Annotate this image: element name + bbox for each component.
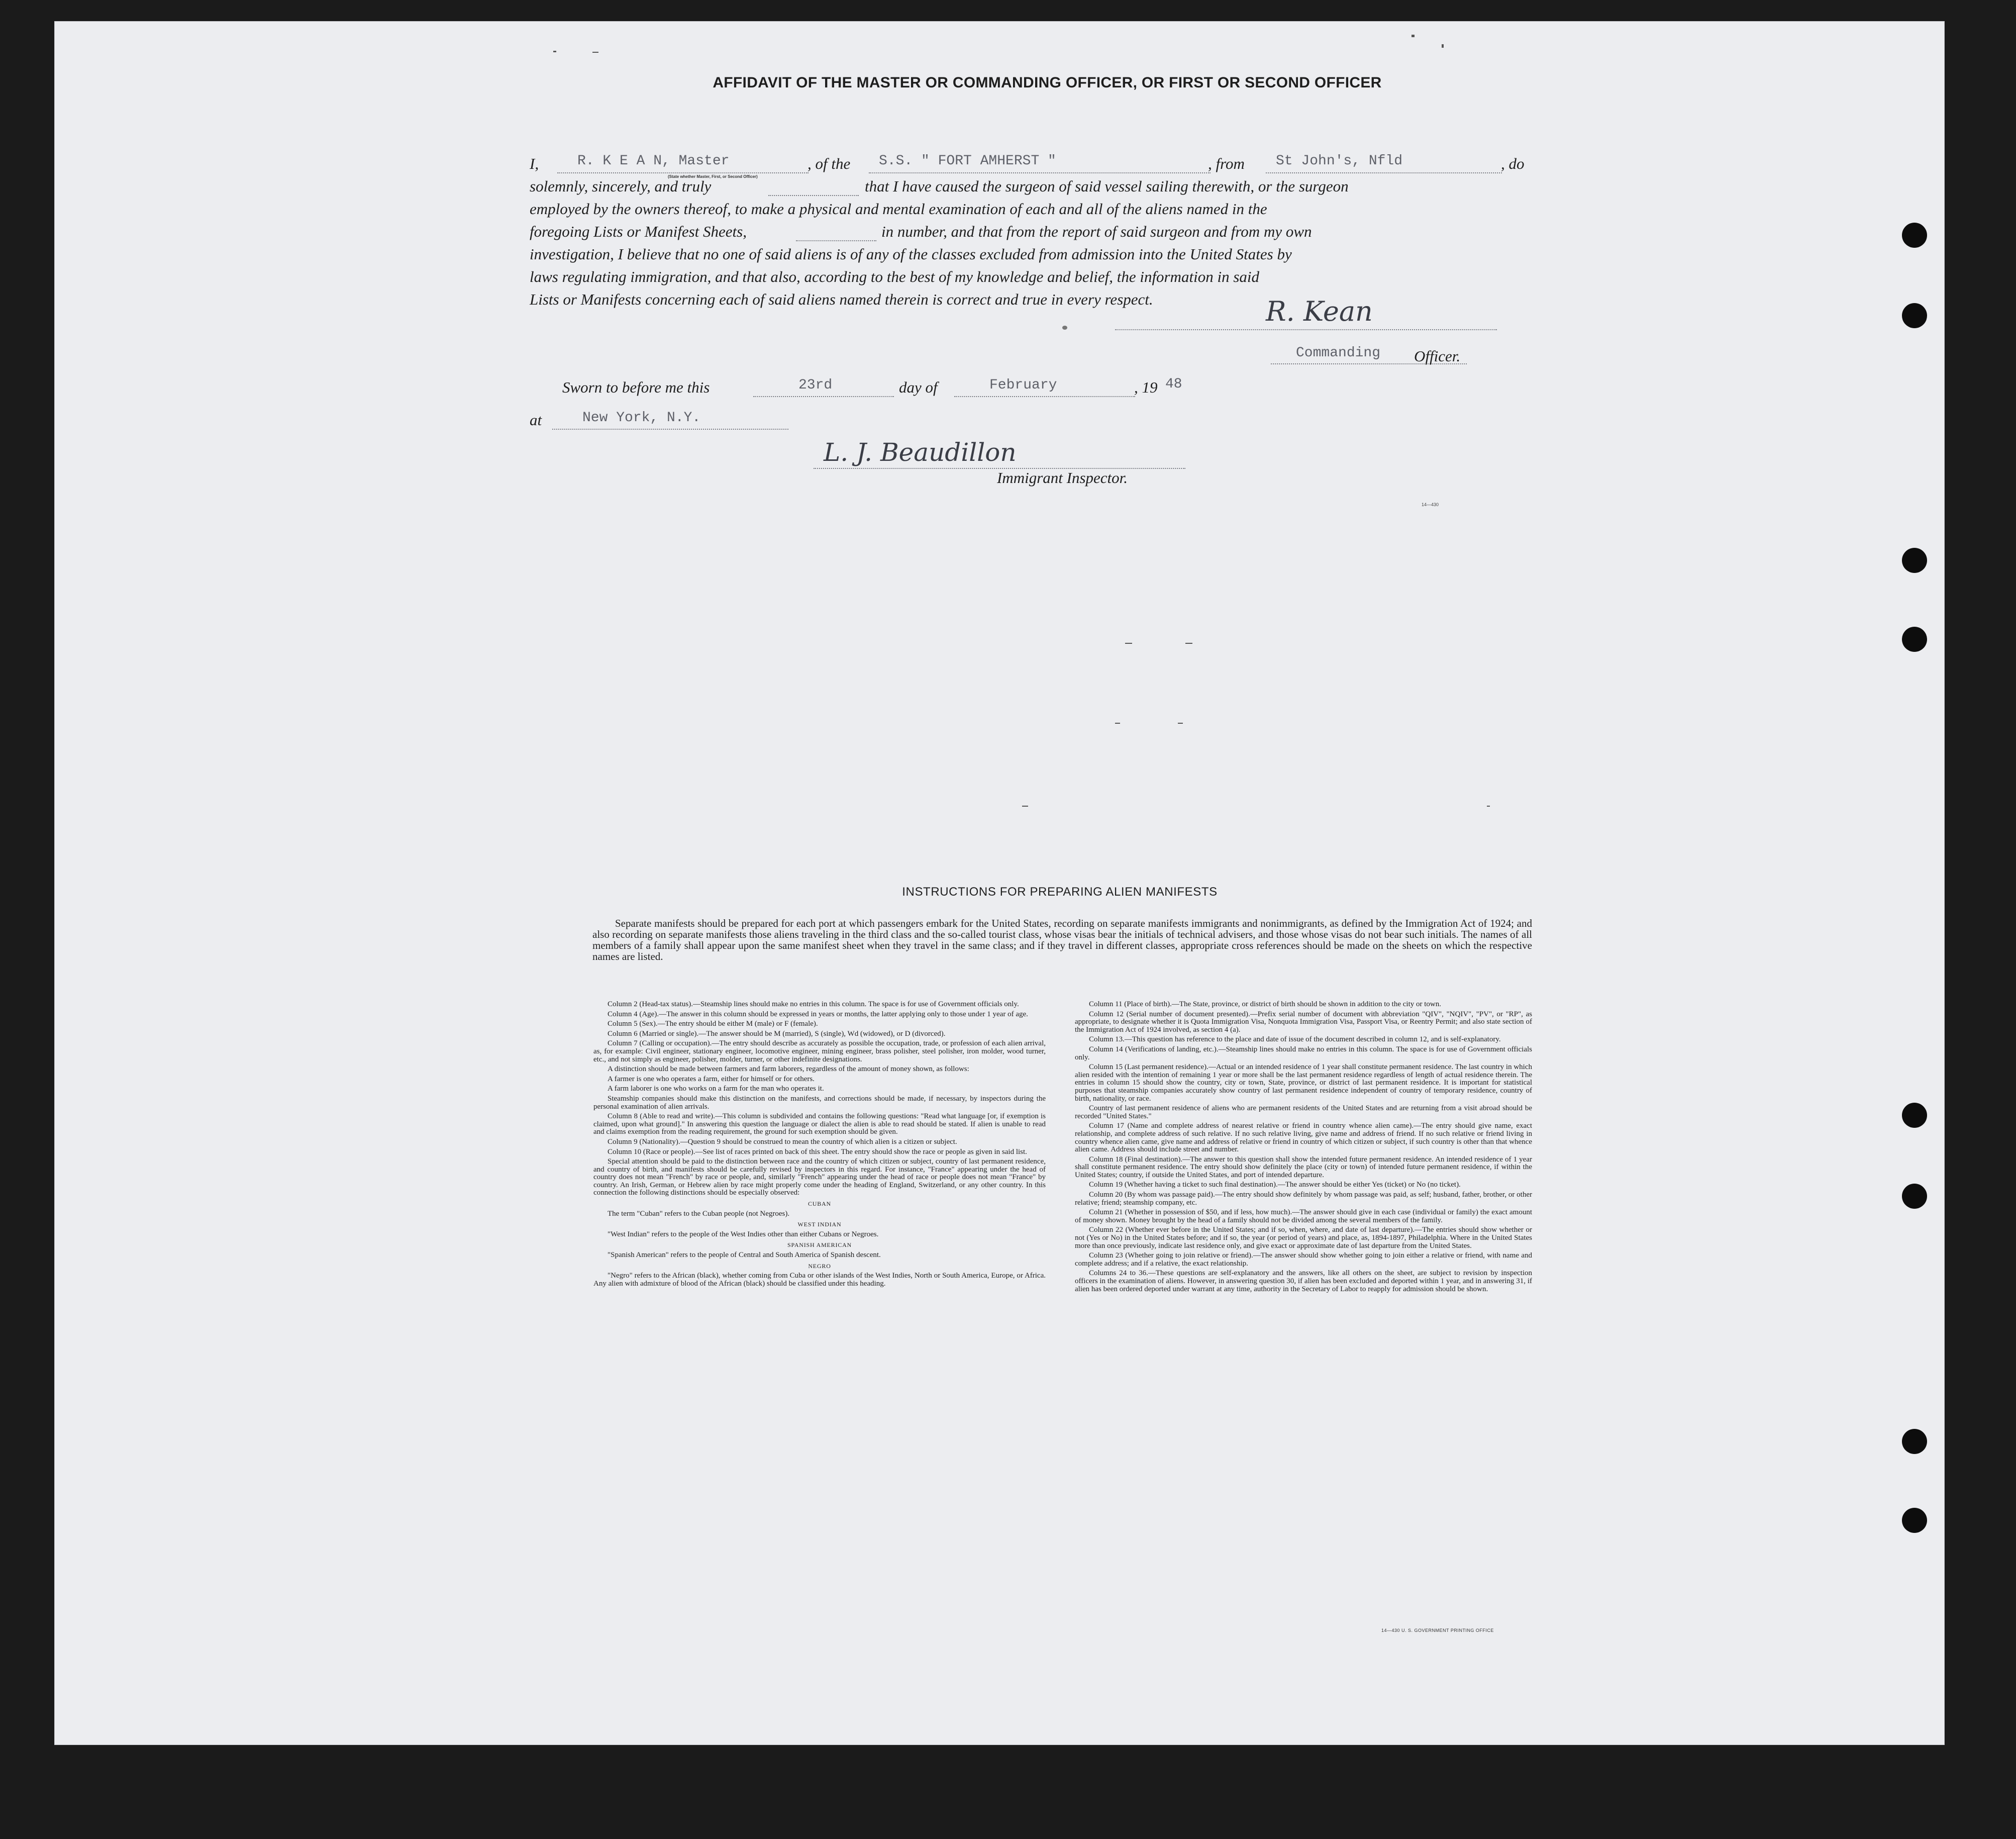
affidavit-line-4a: foregoing Lists or Manifest Sheets, bbox=[530, 223, 747, 240]
officer-title-value: Commanding bbox=[1296, 345, 1381, 361]
instruction-country-residence: Country of last permanent residence of aliens who are permanent residents of the United States and are returning from a visit abroad should be recorded "United States." bbox=[1075, 1104, 1532, 1120]
sworn-month-value: February bbox=[989, 377, 1057, 393]
officer-name-value: R. K E A N, Master bbox=[577, 153, 730, 169]
instruction-col12: Column 12 (Serial number of document presented).—Prefix serial number of document with abbreviation "QIV", "NQIV", "PV", or "RP", as appropriate, to designate whether it is Quota Immigration Visa, Nonquota Immigration Visa, Passport Visa, or Reentry Permit; and also state section of the Immigration Act of 1924 involved, as section 4 (a). bbox=[1075, 1010, 1532, 1034]
instructions-left-column bbox=[593, 1001, 1046, 1290]
instruction-col23: Column 23 (Whether going to join relative or friend).—The answer should show whether going to join either a relative or friend, with name and complete address; and if a relative, the exact relationship. bbox=[1075, 1251, 1532, 1268]
instruction-farm-laborer: A farm laborer is one who works on a farm for the man who operates it. bbox=[608, 1085, 824, 1093]
speck bbox=[1442, 44, 1444, 48]
instruction-farmer-distinction: A distinction should be made between farmers and farm laborers, regardless of the amount of money shown, as follows: bbox=[608, 1065, 969, 1074]
ship-blank bbox=[869, 172, 1211, 173]
speck bbox=[1178, 723, 1183, 724]
instruction-col17: Column 17 (Name and complete address of nearest relative or friend in country whence alien came).—The entry should give name, exact relationship, and complete address of such relative. If no such relative living, give name and address of friend. If no such relative or friend living in country whence alien came, give name and address of relative or friend in country of which citizen or subject, if such country is other than that whence alien came. Address should include street and number. bbox=[1075, 1122, 1532, 1154]
affidavit-line-7: Lists or Manifests concerning each of said aliens named therein is correct and true in every respect. bbox=[530, 291, 1153, 308]
speck bbox=[553, 51, 556, 52]
instruction-col24-36: Columns 24 to 36.—These questions are self-explanatory and the answers, like all others on the sheet, are subject to revision by inspection officers in the examination of aliens. However, in answering question 30, if alien has been excluded and deported within 1 year, and in answering 31, if alien has been ordered deported under warrant at any time, authority in the Secretary of Labor to reapply for admission should be shown. bbox=[1075, 1269, 1532, 1293]
affidavit-line-5: investigation, I believe that no one of said aliens is of any of the classes excluded from admission into the United States by bbox=[530, 245, 1292, 263]
speck bbox=[1185, 643, 1192, 644]
speck bbox=[1125, 643, 1132, 644]
punch-hole bbox=[1902, 548, 1927, 573]
year-prefix: , 19 bbox=[1134, 378, 1158, 396]
punch-hole bbox=[1902, 223, 1927, 248]
speck bbox=[1115, 723, 1120, 724]
punch-hole bbox=[1902, 1508, 1927, 1533]
instruction-col2: Column 2 (Head-tax status).—Steamship lines should make no entries in this column. The space is for use of Government officials only. bbox=[608, 1000, 1019, 1008]
instruction-steamship: Steamship companies should make this distinction on the manifests, and corrections should be made, if necessary, by inspectors during the personal examination of alien arrivals. bbox=[593, 1094, 1046, 1111]
count-blank bbox=[796, 240, 876, 241]
category-negro-text: "Negro" refers to the African (black), whether coming from Cuba or other islands of the West Indies, North or South America, Europe, or Africa. Any alien with admixture of blood of the African (black) should be classified under this heading. bbox=[593, 1272, 1046, 1288]
inspector-signature: L. J. Beaudillon bbox=[824, 438, 1017, 467]
speck bbox=[1022, 806, 1028, 807]
day-blank bbox=[753, 396, 894, 397]
affidavit-i: I, bbox=[530, 155, 539, 172]
instruction-farmer: A farmer is one who operates a farm, either for himself or for others. bbox=[608, 1075, 815, 1083]
instruction-col13: Column 13.—This question has reference to the place and date of issue of the document described in column 12, and is self-explanatory. bbox=[1089, 1035, 1501, 1044]
sworn-day-value: 23rd bbox=[798, 377, 833, 393]
affidavit-note: (State whether Master, First, or Second Officer) bbox=[668, 174, 758, 179]
officer-suffix: Officer. bbox=[1414, 347, 1461, 365]
instruction-special-attention: Special attention should be paid to the distinction between race and the country of which citizen or subject, country of last permanent residence, and country of birth, and manifests should be carefully revised by inspectors in this regard. For instance, "France" appearing under the head of country does not mean "French" by race or people, and, similarly "French" appearing under the head of race or people does not mean "France" by country. An Irish, German, or Hebrew alien by race might properly come under the heading of England, Switzerland, or any other country. In this connection the following distinctions should be especially observed: bbox=[593, 1157, 1046, 1197]
instruction-col21: Column 21 (Whether in possession of $50, and if less, how much).—The answer should give in each case (individual or family) the exact amount of money shown. Money brought by the head of a family should not be divided among the several members of the family. bbox=[1075, 1208, 1532, 1224]
instruction-col5: Column 5 (Sex).—The entry should be either M (male) or F (female). bbox=[608, 1020, 818, 1028]
printing-office-footer: 14—430 U. S. GOVERNMENT PRINTING OFFICE bbox=[1381, 1628, 1494, 1633]
officer-signature: R. Kean bbox=[1266, 296, 1373, 327]
instruction-col4: Column 4 (Age).—The answer in this column should be expressed in years or months, the latter applying only to those under 1 year of age. bbox=[608, 1010, 1028, 1018]
day-of-label: day of bbox=[899, 378, 938, 396]
instruction-col7: Column 7 (Calling or occupation).—The entry should describe as accurately as possible the occupation, trade, or profession of each alien arrival, as, for example: Civil engineer, stationary engineer, locomotive engineer, mining engineer, brass polisher, steel polisher, iron molder, wood turner, etc., and not simply as engineer, polisher, molder, turner, or other indefinite designations. bbox=[593, 1039, 1046, 1063]
instructions-title: INSTRUCTIONS FOR PREPARING ALIEN MANIFESTS bbox=[902, 885, 1218, 899]
instructions-intro: Separate manifests should be prepared for each port at which passengers embark for the United States, recording on separate manifests immigrants and nonimmigrants, as defined by the Immigration Act of 1924; and also recording on separate manifests those aliens traveling in the third class and the so-called tourist class, whose visas bear the initials of technical advisers, and those whose visas do not bear such initials. The names of all members of a family shall appear upon the same manifest sheet when they travel in the same class; and if they travel in different classes, appropriate cross references should be made on the sheets on which the respective names are listed. bbox=[592, 917, 1532, 962]
name-blank bbox=[557, 172, 809, 173]
punch-hole bbox=[1902, 1429, 1927, 1454]
speck bbox=[1412, 35, 1415, 37]
affidavit-line-2a: solemnly, sincerely, and truly bbox=[530, 177, 712, 195]
instruction-col10: Column 10 (Race or people).—See list of races printed on back of this sheet. The entry should show the race or people as given in said list. bbox=[608, 1147, 1027, 1156]
ship-name-value: S.S. " FORT AMHERST " bbox=[879, 153, 1056, 169]
instruction-col8: Column 8 (Able to read and write).—This column is subdivided and contains the following questions: "Read what language [or, if exemption is claimed, upon what ground]." In answering this question the language or dialect the alien is able to read should be stated. If alien is unable to read and claims exemption from the reading requirement, the ground for such exemption should be given. bbox=[593, 1112, 1046, 1136]
sworn-place-value: New York, N.Y. bbox=[582, 410, 701, 426]
category-spanish-american: SPANISH AMERICAN bbox=[787, 1241, 852, 1249]
category-spanish-american-text: "Spanish American" refers to the people of Central and South America of Spanish descent. bbox=[608, 1251, 881, 1260]
officer-signature-line bbox=[1115, 329, 1497, 330]
inspector-title: Immigrant Inspector. bbox=[997, 469, 1128, 487]
speck bbox=[592, 52, 598, 53]
do-label: , do bbox=[1501, 155, 1525, 172]
at-label: at bbox=[530, 411, 542, 429]
instruction-col18: Column 18 (Final destination).—The answer to this question shall show the intended future permanent residence. An intended residence of 1 year shall constitute permanent residence. The entry should show definitely the place (city or town) of intended future permanent residence, if within the United States; country, if outside the United States, and port of intended departure. bbox=[1075, 1155, 1532, 1179]
instructions-right-column bbox=[1075, 1001, 1532, 1295]
from-label: , from bbox=[1208, 155, 1245, 172]
instruction-col20: Column 20 (By whom was passage paid).—The entry should show definitely by whom passage was paid, as self; husband, father, brother, or other relative; friend; steamship company, etc. bbox=[1075, 1191, 1532, 1207]
punch-hole bbox=[1902, 627, 1927, 652]
speck bbox=[1062, 326, 1067, 330]
punch-hole bbox=[1902, 1103, 1927, 1128]
month-blank bbox=[954, 396, 1135, 397]
category-west-indian-text: "West Indian" refers to the people of the West Indies other than either Cubans or Negroes. bbox=[608, 1230, 879, 1238]
punch-hole bbox=[1902, 1184, 1927, 1209]
of-the-label: , of the bbox=[808, 155, 851, 172]
category-cuban-text: The term "Cuban" refers to the Cuban people (not Negroes). bbox=[608, 1209, 790, 1218]
port-blank bbox=[1266, 172, 1502, 173]
affidavit-line-6: laws regulating immigration, and that also, according to the best of my knowledge and belief, the information in said bbox=[530, 268, 1260, 285]
instruction-col19: Column 19 (Whether having a ticket to such final destination).—The answer should be either Yes (ticket) or No (no ticket). bbox=[1089, 1181, 1461, 1189]
instruction-col14: Column 14 (Verifications of landing, etc.).—Steamship lines should make no entries in this column. The space is for use of Government officials only. bbox=[1075, 1045, 1532, 1061]
instruction-col11: Column 11 (Place of birth).—The State, province, or district of birth should be shown in addition to the city or town. bbox=[1089, 1000, 1441, 1008]
category-west-indian: WEST INDIAN bbox=[797, 1221, 842, 1228]
category-cuban: CUBAN bbox=[808, 1200, 831, 1208]
instruction-col15: Column 15 (Last permanent residence).—Actual or an intended residence of 1 year shall constitute permanent residence. The last country in which alien resided with the intention of remaining 1 year or more shall be the last permanent residence regardless of length of actual residence therein. The entries in column 15 should show the country, city or town, State, province, or district of last permanent residence. It is important for statistical purposes that steamship companies accurately show country of last permanent residence independent of country of temporary residence, country of birth, nationality, or race. bbox=[1075, 1063, 1532, 1103]
affidavit-line-2b: that I have caused the surgeon of said vessel sailing therewith, or the surgeon bbox=[865, 177, 1349, 195]
instruction-col6: Column 6 (Married or single).—The answer should be M (married), S (single), Wd (widowed), or D (divorced). bbox=[608, 1029, 946, 1038]
truly-blank bbox=[768, 195, 859, 196]
year-value: 48 bbox=[1165, 376, 1182, 392]
affidavit-title: AFFIDAVIT OF THE MASTER OR COMMANDING OFFICER, OR FIRST OR SECOND OFFICER bbox=[713, 74, 1382, 91]
form-code: 14—430 bbox=[1422, 502, 1439, 507]
affidavit-line-3: employed by the owners thereof, to make a physical and mental examination of each and all of the aliens named in the bbox=[530, 200, 1267, 218]
category-negro: NEGRO bbox=[808, 1262, 831, 1270]
instruction-col22: Column 22 (Whether ever before in the United States; and if so, when, where, and date of last departure).—The entries should show whether or not (Yes or No) in the United States before; and if so, the year (or period of years) and place, as, 1894-1897, Philadelphia. Where in the United States more than once previously, indicate last residence only, and give exact or approximate date of last departure from the United States. bbox=[1075, 1226, 1532, 1250]
punch-hole bbox=[1902, 303, 1927, 328]
sworn-label: Sworn to before me this bbox=[562, 378, 710, 396]
instruction-col9: Column 9 (Nationality).—Question 9 should be construed to mean the country of which alien is a citizen or subject. bbox=[608, 1137, 957, 1146]
port-value: St John's, Nfld bbox=[1276, 153, 1403, 169]
place-blank bbox=[552, 429, 788, 430]
speck bbox=[1487, 806, 1490, 807]
affidavit-line-4b: in number, and that from the report of said surgeon and from my own bbox=[881, 223, 1312, 240]
document-page bbox=[54, 21, 1945, 1745]
